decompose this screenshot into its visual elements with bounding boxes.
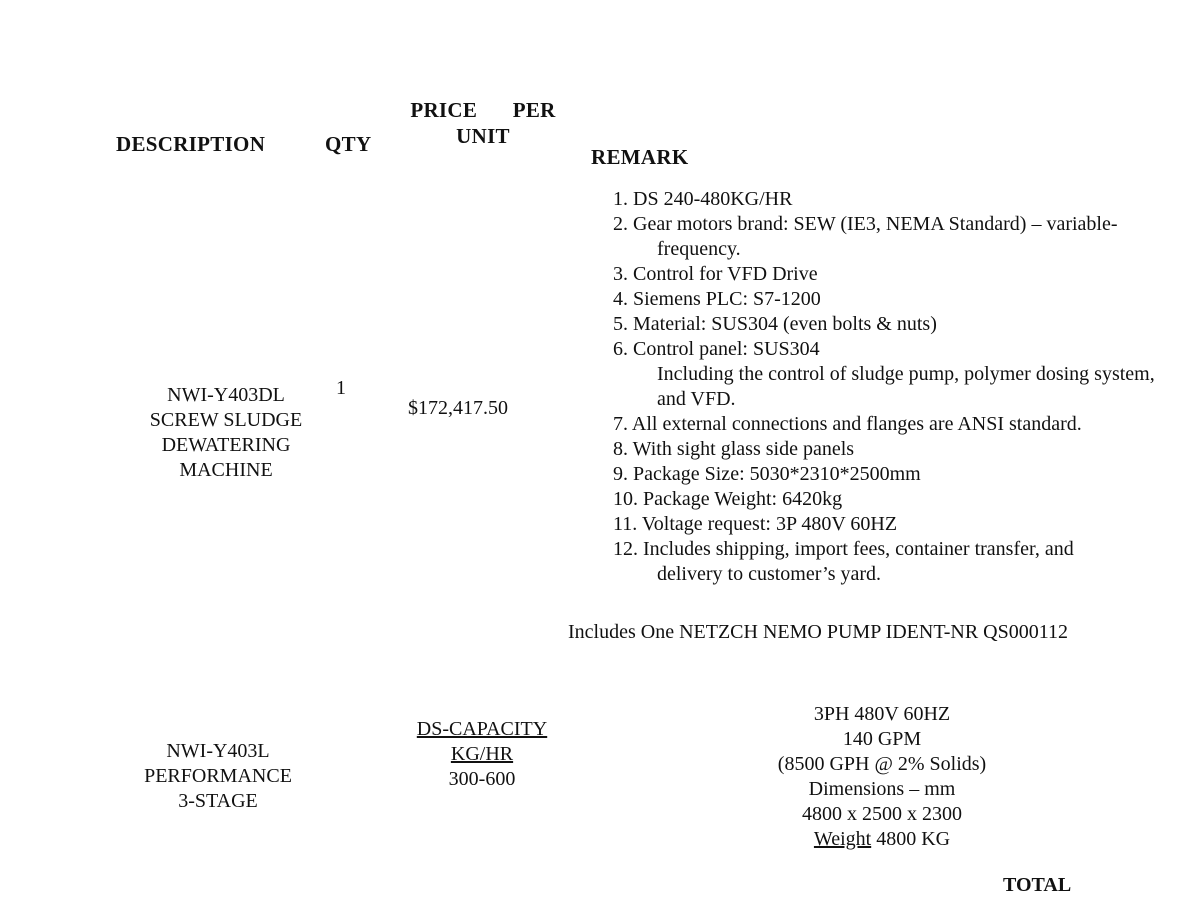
row2-description-line: NWI-Y403L: [166, 740, 270, 762]
row1-description-line: NWI-Y403DL: [167, 384, 285, 406]
header-price-line2: UNIT: [456, 124, 510, 148]
remark-item: 6. Control panel: SUS304 Including the control of sludge pump, polymer dosing system, and VFD.: [613, 338, 1155, 410]
spec-dimensions-label: Dimensions – mm: [808, 778, 956, 800]
remark-item: 1. DS 240-480KG/HR: [613, 188, 793, 210]
remark-item: 7. All external connections and flanges are ANSI standard.: [613, 413, 1082, 435]
capacity-unit: KG/HR: [450, 743, 514, 765]
row2-capacity: [402, 717, 562, 792]
header-description: DESCRIPTION: [116, 132, 266, 156]
header-price-line1: PRICE PER: [410, 98, 556, 122]
row1-description: [116, 383, 336, 483]
row2-description: [108, 739, 328, 814]
capacity-label: DS-CAPACITY: [416, 718, 548, 740]
remark-item: 8. With sight glass side panels: [613, 438, 855, 460]
row1-description-line: MACHINE: [179, 459, 273, 481]
remark-item: 2. Gear motors brand: SEW (IE3, NEMA Standard) – variable- frequency.: [613, 213, 1118, 260]
row1-description-line: DEWATERING: [161, 434, 291, 456]
remarks-list: [613, 187, 1193, 587]
remark-item: 10. Package Weight: 6420kg: [613, 488, 843, 510]
spec-gph: (8500 GPH @ 2% Solids): [777, 753, 987, 775]
remark-item: 3. Control for VFD Drive: [613, 263, 818, 285]
row2-description-line: 3-STAGE: [178, 790, 258, 812]
remark-item: 5. Material: SUS304 (even bolts & nuts): [613, 313, 937, 335]
remark-item: 11. Voltage request: 3P 480V 60HZ: [613, 513, 898, 535]
header-price-per-unit: [400, 97, 566, 149]
spec-weight-label: Weight: [813, 828, 872, 850]
spec-dimensions-value: 4800 x 2500 x 2300: [802, 803, 962, 825]
includes-pump-note: Includes One NETZCH NEMO PUMP IDENT-NR QS000112: [568, 621, 1068, 643]
remark-item: 4. Siemens PLC: S7-1200: [613, 288, 821, 310]
spec-flow: 140 GPM: [842, 728, 922, 750]
spec-weight: [722, 827, 1042, 852]
remark-item: 12. Includes shipping, import fees, container transfer, and delivery to customer’s yard.: [613, 538, 1074, 585]
capacity-value: 300-600: [448, 768, 516, 790]
spec-weight-value: 4800 KG: [876, 828, 951, 850]
header-remark: REMARK: [591, 145, 689, 169]
row2-description-line: PERFORMANCE: [144, 765, 292, 787]
header-qty: QTY: [325, 132, 372, 156]
row1-price: $172,417.50: [408, 397, 508, 419]
row1-qty: 1: [336, 377, 346, 399]
row1-description-line: SCREW SLUDGE: [149, 409, 303, 431]
row1-remarks: [613, 187, 1193, 587]
total-label: TOTAL: [1003, 874, 1072, 896]
spec-power: 3PH 480V 60HZ: [813, 703, 951, 725]
row2-specs: [722, 702, 1042, 852]
remark-item: 9. Package Size: 5030*2310*2500mm: [613, 463, 921, 485]
